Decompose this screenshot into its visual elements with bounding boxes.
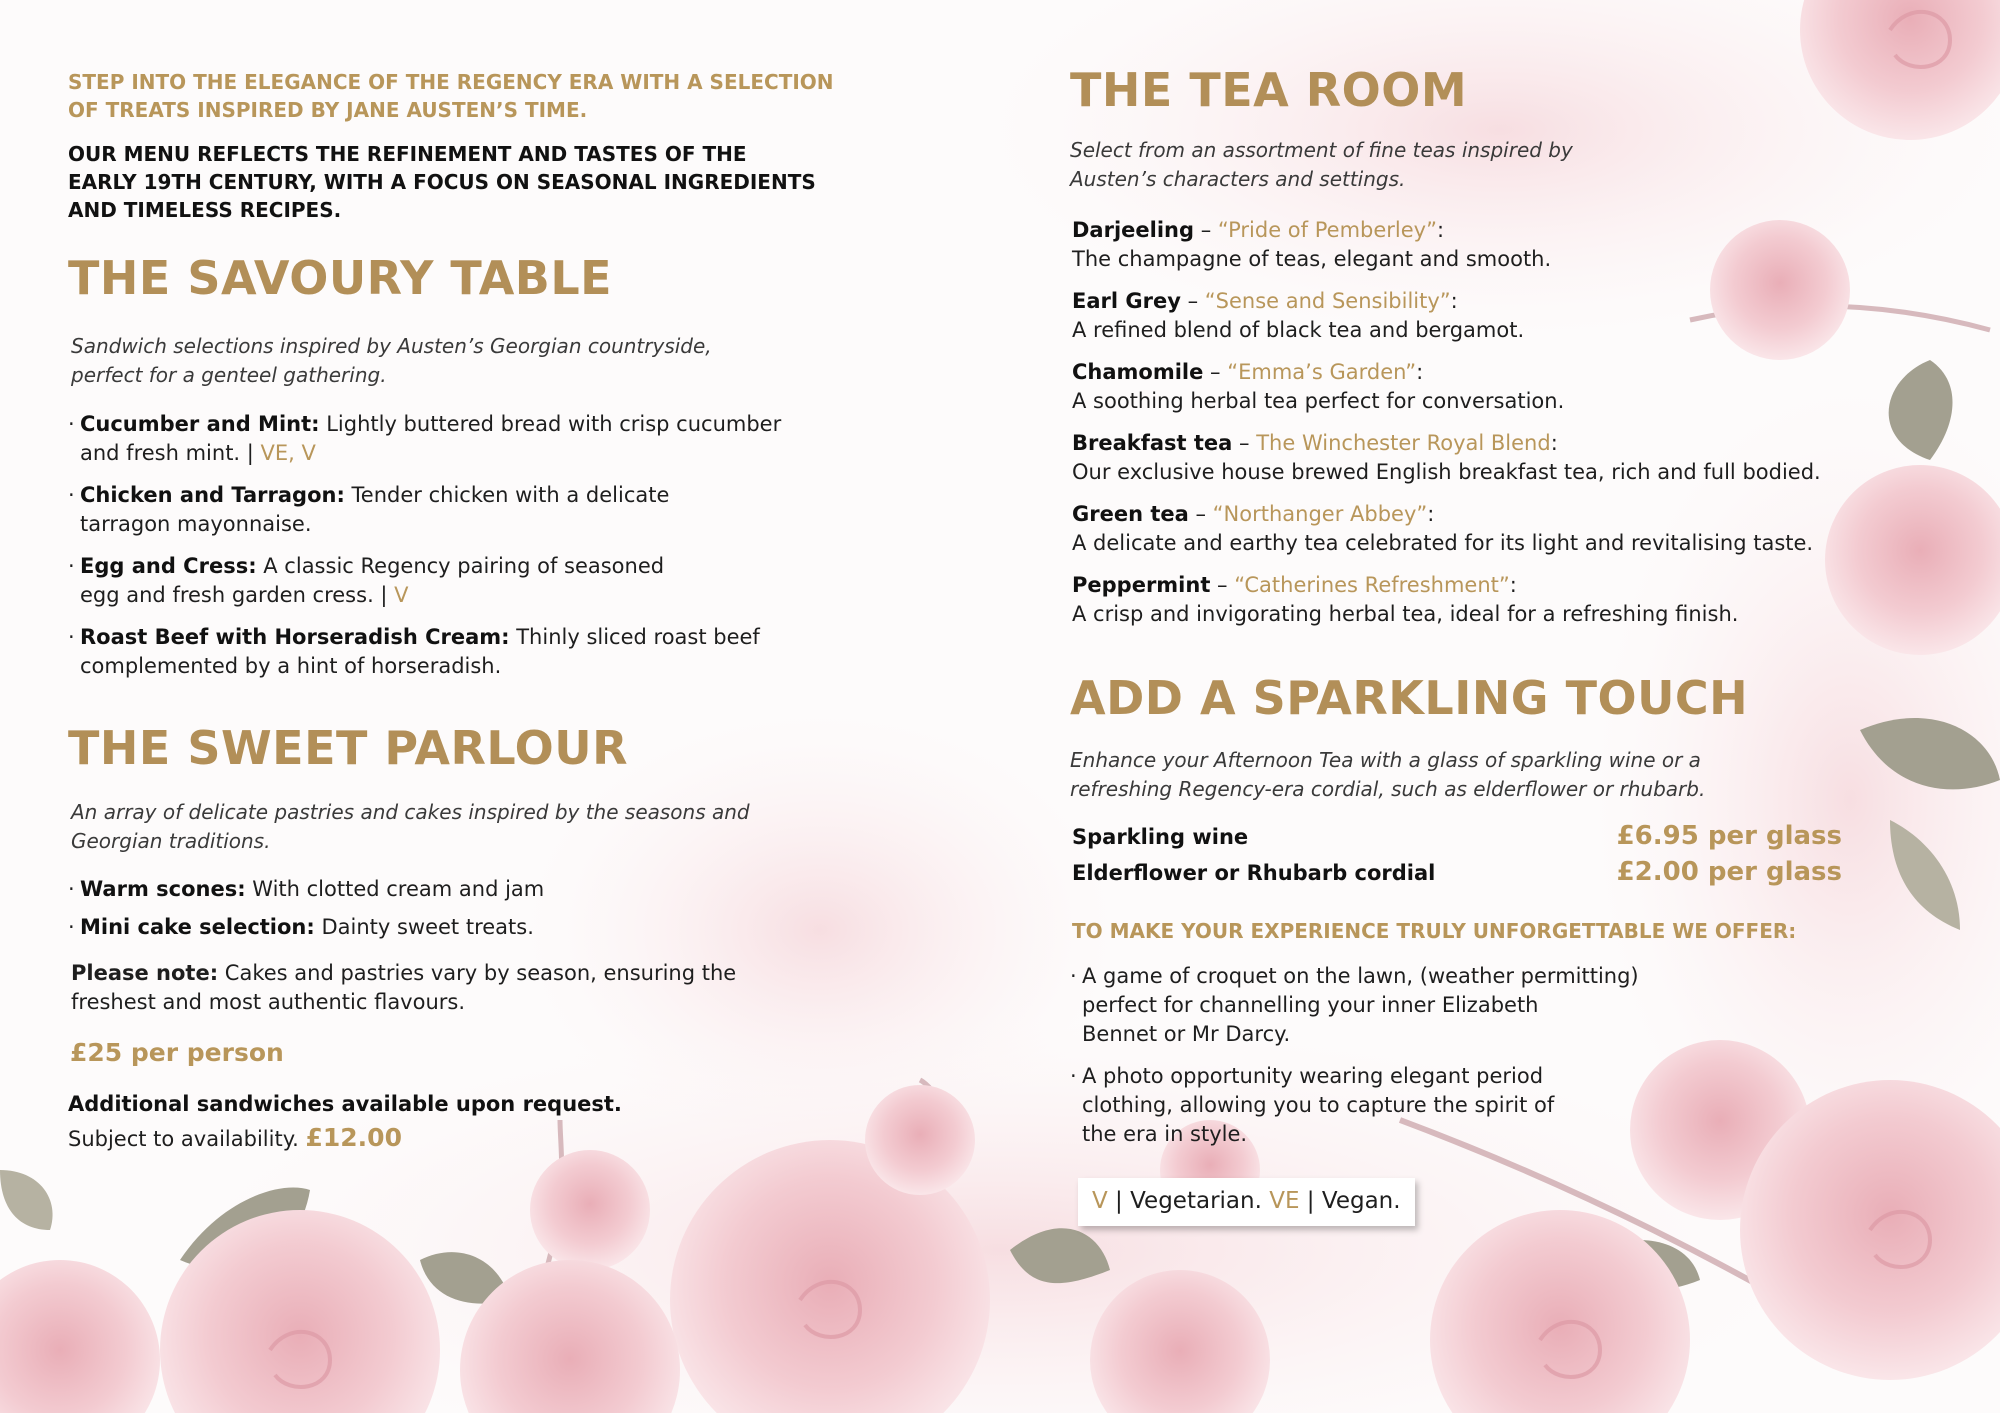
intro-gold-text: STEP INTO THE ELEGANCE OF THE REGENCY ERA WITH A SELECTION OF TREATS INSPIRED BY JANE AUSTEN’S TIME. <box>68 70 834 122</box>
price-per-person: £25 per person <box>70 1038 284 1067</box>
savoury-item: · Roast Beef with Horseradish Cream: Thinly sliced roast beef complemented by a hint of horseradish. <box>68 625 760 678</box>
tea-blurb: Select from an assortment of fine teas inspired by Austen’s characters and settings. <box>1070 138 1573 191</box>
tea-item: Peppermint – “Catherines Refreshment”: A crisp and invigorating herbal tea, ideal for a refreshing finish. <box>1072 573 1739 626</box>
offer-item: · A photo opportunity wearing elegant period clothing, allowing you to capture the spirit of the era in style. <box>1070 1064 1555 1146</box>
sweet-title: THE SWEET PARLOUR <box>68 721 628 775</box>
sparkling-blurb: Enhance your Afternoon Tea with a glass of sparkling wine or a refreshing Regency-era cordial, such as elderflower or rhubarb. <box>1070 748 1706 801</box>
intro-black-text: OUR MENU REFLECTS THE REFINEMENT AND TASTES OF THE EARLY 19TH CENTURY, WITH A FOCUS ON SEASONAL INGREDIENTS AND TIMELESS RECIPES. <box>68 142 816 222</box>
tea-item: Green tea – “Northanger Abbey”: A delicate and earthy tea celebrated for its light and revitalising taste. <box>1072 502 1814 555</box>
tea-title: THE TEA ROOM <box>1070 63 1468 117</box>
sparkling-price-row: Sparkling wine £6.95 per glass <box>1072 821 1842 851</box>
sweet-item: · Mini cake selection: Dainty sweet treats. <box>68 915 534 939</box>
sweet-blurb: An array of delicate pastries and cakes inspired by the seasons and Georgian traditions. <box>71 800 750 853</box>
sparkling-title: ADD A SPARKLING TOUCH <box>1070 671 1749 725</box>
sparkling-price-row: Elderflower or Rhubarb cordial £2.00 per glass <box>1072 857 1842 887</box>
tea-item: Breakfast tea – The Winchester Royal Blend: Our exclusive house brewed English breakfast tea, rich and full bodied. <box>1072 431 1821 484</box>
savoury-blurb: Sandwich selections inspired by Austen’s Georgian countryside, perfect for a genteel gathering. <box>71 334 712 387</box>
please-note: Please note: Cakes and pastries vary by season, ensuring the freshest and most authentic flavours. <box>71 961 737 1014</box>
additional-sandwiches: Additional sandwiches available upon request. <box>68 1092 622 1116</box>
subject-to-availability: Subject to availability. £12.00 <box>68 1123 402 1152</box>
savoury-title: THE SAVOURY TABLE <box>68 251 613 305</box>
tea-item: Darjeeling – “Pride of Pemberley”: The champagne of teas, elegant and smooth. <box>1072 218 1552 271</box>
dietary-legend: V | Vegetarian. VE | Vegan. <box>1078 1178 1415 1226</box>
sweet-item: · Warm scones: With clotted cream and jam <box>68 877 545 901</box>
tea-item: Chamomile – “Emma’s Garden”: A soothing herbal tea perfect for conversation. <box>1072 360 1565 413</box>
savoury-item: · Cucumber and Mint: Lightly buttered bread with crisp cucumber and fresh mint. | VE, V <box>68 412 782 465</box>
savoury-item: · Chicken and Tarragon: Tender chicken with a delicate tarragon mayonnaise. <box>68 483 670 536</box>
savoury-item: · Egg and Cress: A classic Regency pairing of seasoned egg and fresh garden cress. | V <box>68 554 665 607</box>
offer-heading: TO MAKE YOUR EXPERIENCE TRULY UNFORGETTABLE WE OFFER: <box>1072 919 1797 943</box>
tea-item: Earl Grey – “Sense and Sensibility”: A refined blend of black tea and bergamot. <box>1072 289 1525 342</box>
offer-item: · A game of croquet on the lawn, (weather permitting) perfect for channelling your inner Elizabeth Bennet or Mr Darcy. <box>1070 964 1639 1046</box>
